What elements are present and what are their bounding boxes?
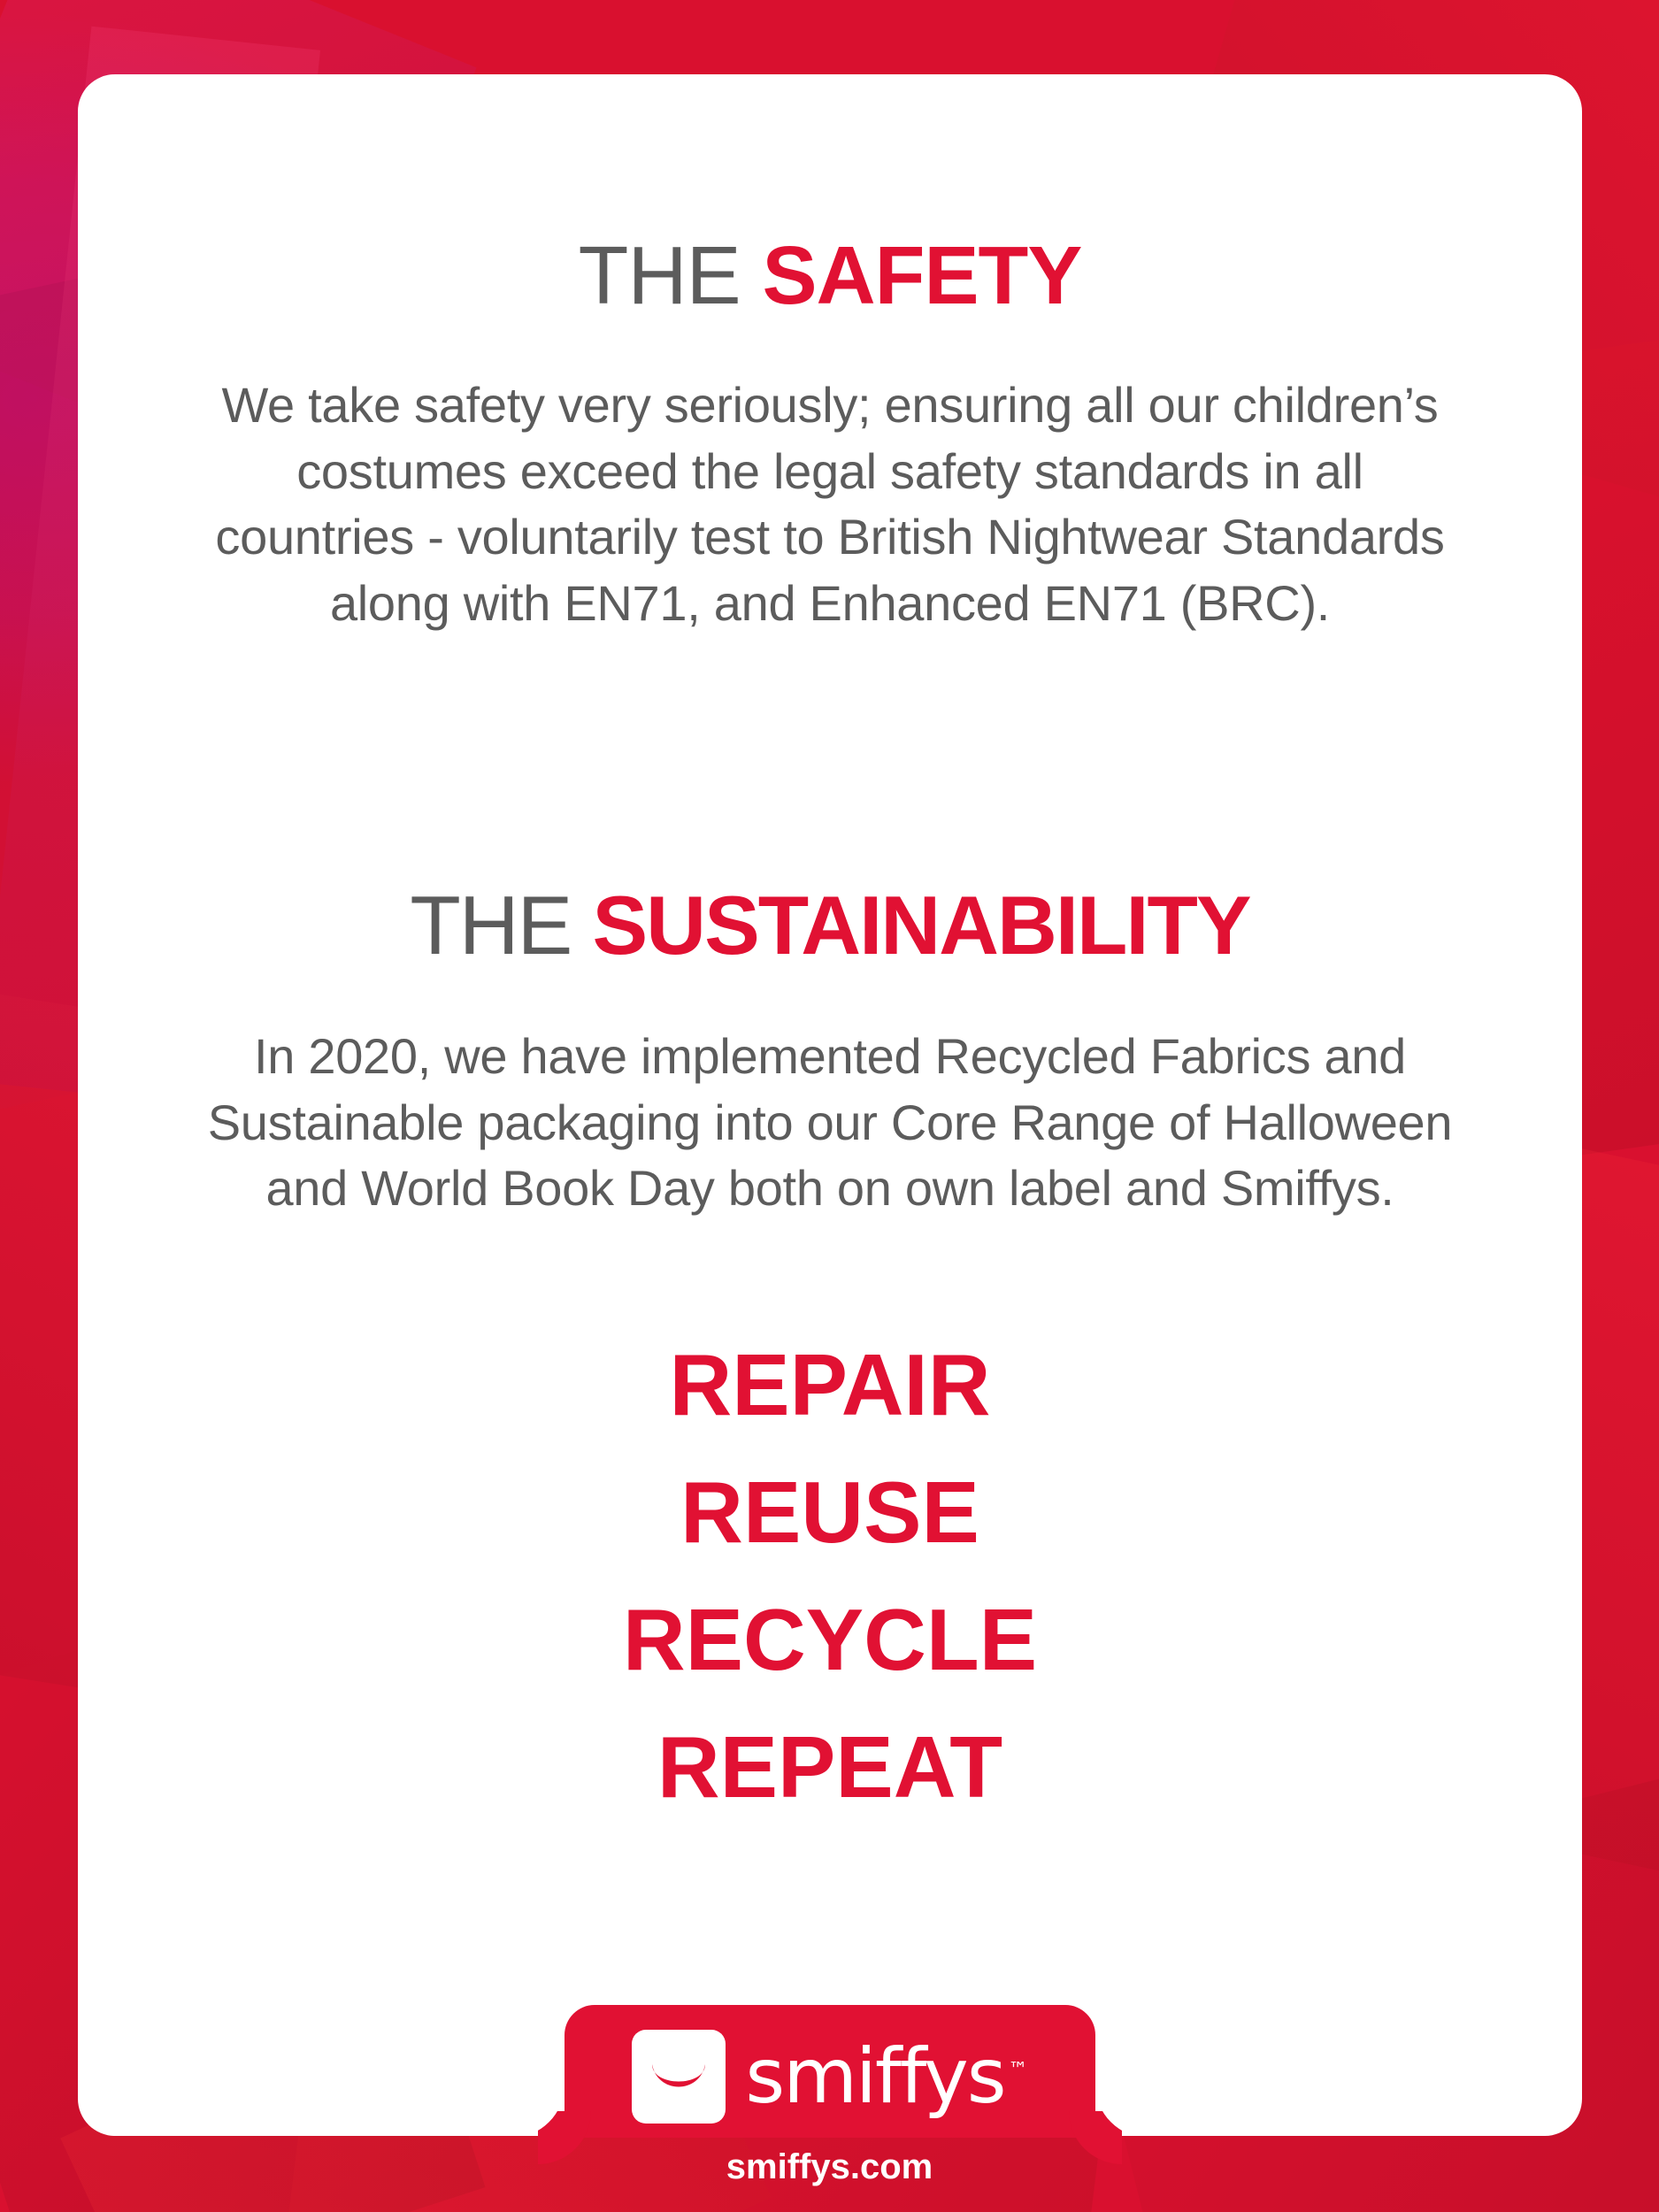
sustainability-heading-prefix: THE — [410, 879, 593, 972]
safety-heading-prefix: THE — [578, 229, 763, 322]
smile-icon — [632, 2030, 726, 2124]
footer-logo-tab — [565, 2005, 1095, 2138]
brand-wordmark — [745, 2032, 1028, 2121]
safety-heading — [193, 229, 1467, 322]
safety-body-text: We take safety very seriously; ensuring all our children’s costumes exceed the legal safety standards in all countries - voluntarily test to British Nightwear Standards along with EN71, and Enhanced EN71 (BRC). — [215, 377, 1445, 631]
content-card — [78, 74, 1582, 2136]
safety-heading-accent: SAFETY — [762, 229, 1082, 322]
section-spacer — [193, 686, 1467, 827]
brand-name: smiffys — [745, 2032, 1005, 2121]
slogan-line-repair: REPAIR — [669, 1335, 991, 1433]
slogan-line-repeat: REPEAT — [657, 1717, 1003, 1816]
slogan-block — [193, 1321, 1467, 1831]
slogan-line-recycle: RECYCLE — [622, 1590, 1038, 1688]
sustainability-heading-accent: SUSTAINABILITY — [592, 879, 1250, 972]
sustainability-heading — [193, 879, 1467, 972]
slogan-line-reuse: REUSE — [680, 1463, 979, 1561]
sustainability-body-text: In 2020, we have implemented Recycled Fabrics and Sustainable packaging into our Core Range of Halloween and World Book Day both on own label and Smiffys. — [207, 1028, 1453, 1217]
brand-logo — [632, 2030, 1027, 2124]
website-url[interactable]: smiffys.com — [726, 2147, 933, 2186]
trademark-symbol: ™ — [1008, 2059, 1028, 2082]
